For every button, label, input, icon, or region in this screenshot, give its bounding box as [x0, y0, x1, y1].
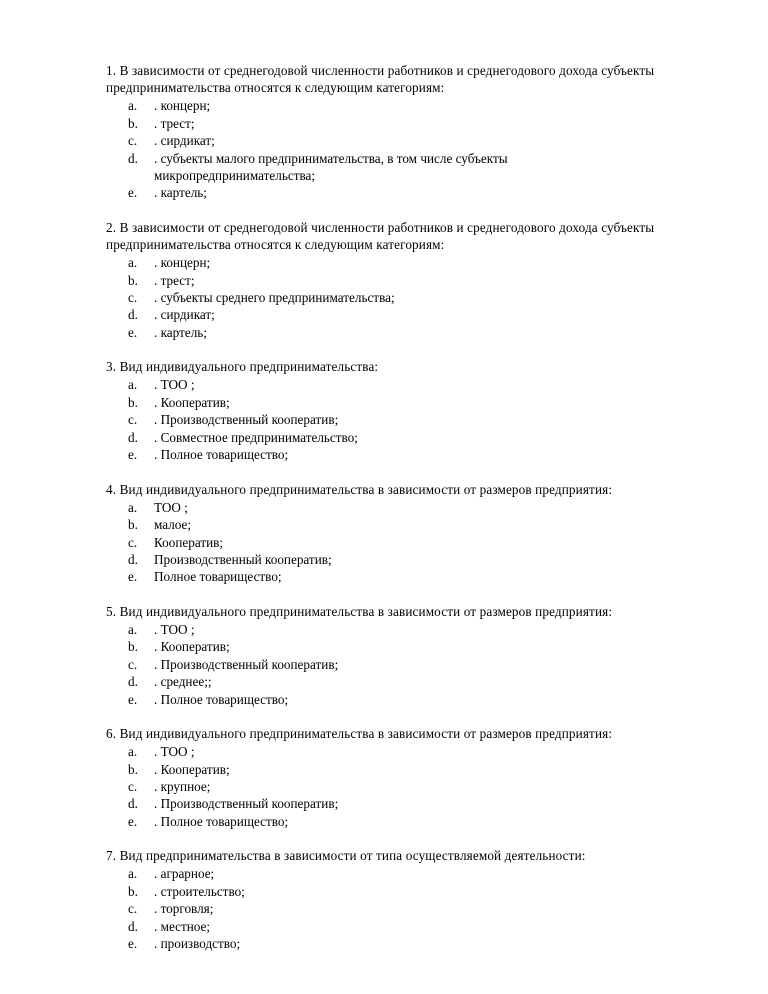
option-item[interactable] — [106, 778, 680, 795]
option-marker: c. — [128, 779, 138, 795]
question-block — [106, 725, 680, 830]
option-marker: b. — [128, 883, 138, 899]
option-marker: a. — [128, 255, 138, 271]
option-item[interactable] — [106, 761, 680, 778]
option-item[interactable] — [106, 918, 680, 935]
option-text: . Кооператив; — [154, 639, 230, 655]
option-item[interactable] — [106, 900, 680, 917]
option-list — [106, 865, 680, 952]
option-marker: c. — [128, 133, 138, 149]
option-marker: a. — [128, 866, 138, 882]
option-marker: e. — [128, 324, 138, 340]
option-text: . трест; — [154, 272, 195, 288]
option-item[interactable] — [106, 621, 680, 638]
option-marker: c. — [128, 412, 138, 428]
option-text: Полное товарищество; — [154, 569, 282, 585]
option-item[interactable] — [106, 638, 680, 655]
option-marker: d. — [128, 674, 138, 690]
option-marker: a. — [128, 377, 138, 393]
question-list — [106, 62, 680, 953]
option-text: . крупное; — [154, 779, 211, 795]
option-marker: a. — [128, 744, 138, 760]
option-marker: c. — [128, 534, 138, 550]
option-text: . картель; — [154, 324, 207, 340]
option-text: . торговля; — [154, 901, 214, 917]
question-stem: 5. Вид индивидуального предпринимательства в зависимости от размеров предприятия: — [106, 603, 613, 619]
question-stem: 7. Вид предпринимательства в зависимости от типа осуществляемой деятельности: — [106, 848, 586, 864]
option-marker: b. — [128, 394, 138, 410]
option-marker: b. — [128, 115, 138, 131]
option-list — [106, 743, 680, 830]
option-item[interactable] — [106, 865, 680, 882]
option-text: . трест; — [154, 115, 195, 131]
option-text: Производственный кооператив; — [154, 551, 332, 567]
option-item[interactable] — [106, 289, 680, 306]
option-text: . Производственный кооператив; — [154, 412, 339, 428]
option-text: . сирдикат; — [154, 307, 215, 323]
option-marker: e. — [128, 569, 138, 585]
option-marker: b. — [128, 517, 138, 533]
option-text: . Полное товарищество; — [154, 691, 289, 707]
option-item[interactable] — [106, 691, 680, 708]
option-item[interactable] — [106, 656, 680, 673]
option-list — [106, 621, 680, 708]
option-text: . местное; — [154, 918, 211, 934]
option-text: . производство; — [154, 936, 241, 952]
option-item[interactable] — [106, 115, 680, 132]
option-marker: d. — [128, 796, 138, 812]
option-item[interactable] — [106, 272, 680, 289]
option-text: . сирдикат; — [154, 133, 215, 149]
option-item[interactable] — [106, 551, 680, 568]
option-item[interactable] — [106, 883, 680, 900]
option-marker: a. — [128, 499, 138, 515]
question-block — [106, 603, 680, 708]
option-marker: e. — [128, 447, 138, 463]
option-item[interactable] — [106, 446, 680, 463]
option-item[interactable] — [106, 935, 680, 952]
question-block — [106, 62, 680, 202]
option-marker: c. — [128, 656, 138, 672]
option-marker: b. — [128, 272, 138, 288]
option-marker: e. — [128, 813, 138, 829]
option-item[interactable] — [106, 184, 680, 201]
question-stem: 6. Вид индивидуального предпринимательства в зависимости от размеров предприятия: — [106, 726, 613, 742]
option-item[interactable] — [106, 516, 680, 533]
option-item[interactable] — [106, 795, 680, 812]
option-marker: e. — [128, 936, 138, 952]
option-item[interactable] — [106, 534, 680, 551]
option-item[interactable] — [106, 254, 680, 271]
option-text: . Кооператив; — [154, 394, 230, 410]
option-marker: e. — [128, 691, 138, 707]
option-item[interactable] — [106, 743, 680, 760]
option-marker: c. — [128, 290, 138, 305]
question-block — [106, 219, 680, 341]
option-item[interactable] — [106, 411, 680, 428]
question-stem: 2. В зависимости от среднегодовой численности работников и среднегодового дохода субъекты предпринимательства относятся к следующим категориям: — [106, 219, 655, 252]
option-marker: e. — [128, 185, 138, 201]
option-list — [106, 254, 680, 341]
option-marker: b. — [128, 639, 138, 655]
option-item[interactable] — [106, 132, 680, 149]
option-item[interactable] — [106, 394, 680, 411]
option-marker: a. — [128, 621, 138, 637]
option-text: . Совместное предпринимательство; — [154, 429, 358, 445]
option-text: . концерн; — [154, 98, 211, 114]
option-marker: a. — [128, 98, 138, 114]
option-list — [106, 376, 680, 463]
option-marker: d. — [128, 551, 138, 567]
option-item[interactable] — [106, 568, 680, 585]
option-item[interactable] — [106, 306, 680, 323]
option-text: ТОО ; — [154, 499, 188, 515]
question-block — [106, 358, 680, 463]
option-text: . ТОО ; — [154, 621, 195, 637]
option-text: . Полное товарищество; — [154, 447, 289, 463]
option-text: . картель; — [154, 185, 207, 201]
option-text: . концерн; — [154, 255, 211, 271]
question-stem: 3. Вид индивидуального предпринимательства: — [106, 359, 379, 375]
option-text: . Полное товарищество; — [154, 813, 289, 829]
option-marker: d. — [128, 918, 138, 934]
option-item[interactable] — [106, 324, 680, 341]
option-marker: b. — [128, 761, 138, 777]
option-list — [106, 97, 680, 202]
option-marker: d. — [128, 150, 138, 166]
option-text: Кооператив; — [154, 534, 224, 550]
option-item[interactable] — [106, 429, 680, 446]
option-text: . Кооператив; — [154, 761, 230, 777]
option-item[interactable] — [106, 673, 680, 690]
option-text: . Производственный кооператив; — [154, 656, 339, 672]
option-text: . субъекты среднего предпринимательства; — [154, 290, 395, 305]
option-marker: c. — [128, 901, 138, 917]
option-item[interactable] — [106, 150, 680, 185]
option-item[interactable] — [106, 376, 680, 393]
option-item[interactable] — [106, 499, 680, 516]
option-text: малое; — [154, 517, 192, 533]
option-text: . аграрное; — [154, 866, 215, 882]
option-item[interactable] — [106, 97, 680, 114]
question-stem: 1. В зависимости от среднегодовой численности работников и среднегодового дохода субъекты предпринимательства относятся к следующим категориям: — [106, 63, 655, 96]
question-stem: 4. Вид индивидуального предпринимательства в зависимости от размеров предприятия: — [106, 481, 613, 497]
option-text: . субъекты малого предпринимательства, в том числе субъекты микропредпринимательства; — [154, 150, 508, 183]
option-text: . строительство; — [154, 883, 245, 899]
option-item[interactable] — [106, 813, 680, 830]
option-text: . ТОО ; — [154, 744, 195, 760]
option-text: . среднее;; — [154, 674, 212, 690]
question-block — [106, 481, 680, 586]
option-text: . ТОО ; — [154, 377, 195, 393]
question-block — [106, 847, 680, 952]
option-marker: d. — [128, 307, 138, 323]
option-text: . Производственный кооператив; — [154, 796, 339, 812]
option-list — [106, 499, 680, 586]
option-marker: d. — [128, 429, 138, 445]
